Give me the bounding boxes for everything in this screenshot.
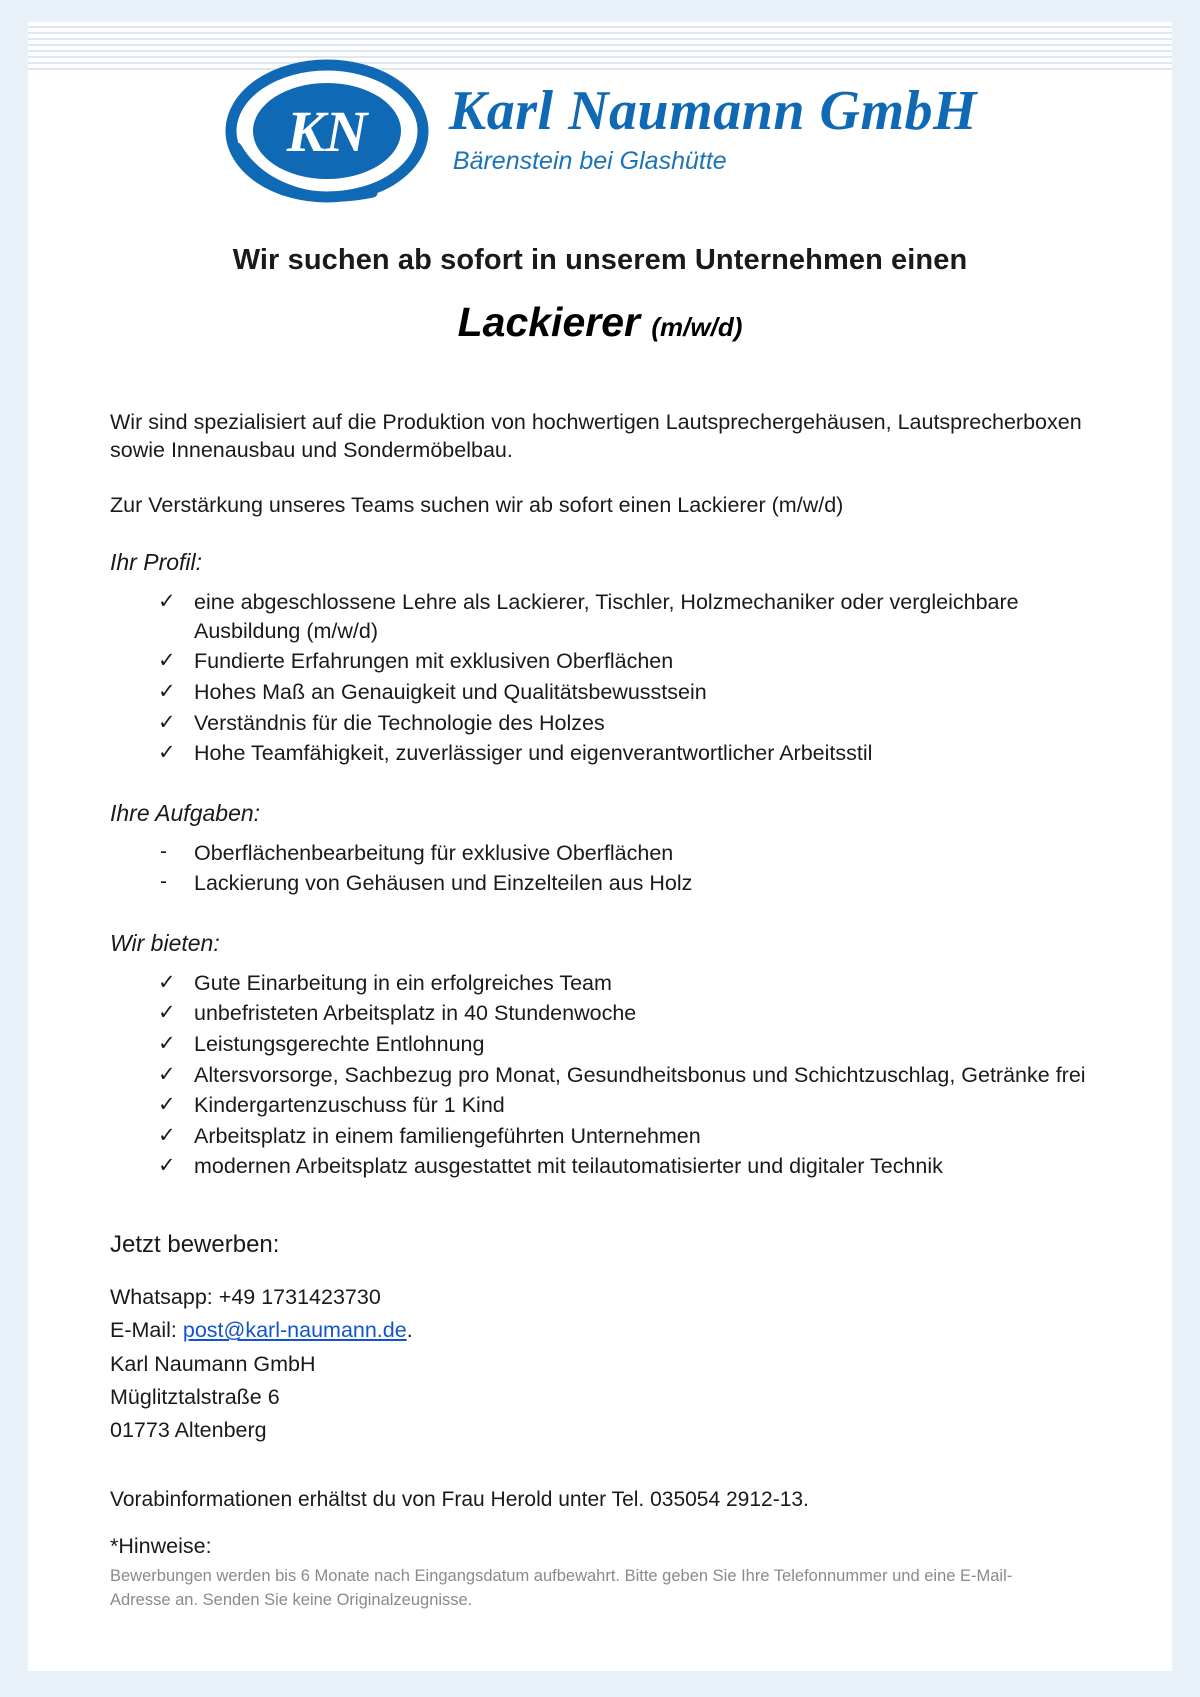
list-item-label: Fundierte Erfahrungen mit exklusiven Oberflächen [194,649,674,674]
check-icon: ✓ [158,1154,176,1178]
whatsapp-number: +49 1731423730 [218,1285,381,1310]
email-period: . [406,1318,413,1343]
contact-company: Karl Naumann GmbH [110,1351,316,1376]
contact-street: Müglitztalstraße 6 [110,1384,280,1409]
check-icon: ✓ [158,1001,176,1025]
list-item [158,999,1108,1028]
list-item [158,869,1108,898]
document-header [28,22,1172,226]
list-item-label: Oberflächenbearbeitung für exklusive Oberflächen [194,840,674,865]
list-item [158,1152,1108,1181]
section-list-wir-bieten [110,969,1108,1181]
check-icon: ✓ [158,970,176,994]
list-item [158,678,1108,707]
list-item-label: Altersvorsorge, Sachbezug pro Monat, Gesundheitsbonus und Schichtzuschlag, Getränke frei [194,1062,1086,1087]
page-subtitle: Wir suchen ab sofort in unserem Unternehmen einen [232,244,968,276]
contact-email [110,1314,1108,1347]
svg-text:KN: KN [286,99,368,164]
check-icon: ✓ [158,649,176,673]
dash-icon: - [160,839,167,863]
footer-notes-title: *Hinweise: [110,1533,212,1558]
list-item [158,709,1108,738]
list-item [158,647,1108,676]
logo-text-block [448,79,978,180]
job-title: Lackierer [457,299,640,345]
check-icon: ✓ [158,1062,176,1086]
check-icon: ✓ [158,590,176,614]
list-item-label: Leistungsgerechte Entlohnung [194,1032,485,1057]
section-title-aufgaben: Ihre Aufgaben: [110,799,261,826]
logo-company-name: Karl Naumann GmbH [448,79,978,142]
section-title-profil: Ihr Profil: [110,549,203,576]
list-item-label: Verständnis für die Technologie des Holzes [194,710,605,735]
section-list-profil [110,588,1108,768]
list-item [158,739,1108,768]
intro-paragraph-2: Zur Verstärkung unseres Teams suchen wir ab sofort einen Lackierer (m/w/d) [110,492,844,517]
list-item [158,1122,1108,1151]
contact-whatsapp [110,1281,1108,1314]
job-title-gender-suffix: (m/w/d) [651,312,743,342]
check-icon: ✓ [158,1032,176,1056]
list-item [158,839,1108,868]
list-item-label: Hohe Teamfähigkeit, zuverlässiger und eigenverantwortlicher Arbeitsstil [194,741,873,766]
list-item-label: eine abgeschlossene Lehre als Lackierer, Tischler, Holzmechaniker oder vergleichbare Ausbildung (m/w/d) [194,590,1019,643]
document-sheet [28,22,1172,1671]
section-title-wir-bieten: Wir bieten: [110,929,220,956]
check-icon: ✓ [158,1123,176,1147]
page-title [28,299,1172,346]
list-item-label: Arbeitsplatz in einem familiengeführten Unternehmen [194,1123,701,1148]
list-item-label: Hohes Maß an Genauigkeit und Qualitätsbewusstsein [194,679,707,704]
list-item-label: unbefristeten Arbeitsplatz in 40 Stundenwoche [194,1001,637,1026]
check-icon: ✓ [158,741,176,765]
list-item [158,969,1108,998]
list-item [158,1061,1108,1090]
list-item [158,1030,1108,1059]
logo-tagline: Bärenstein bei Glashütte [452,146,727,175]
dash-icon: - [160,870,167,894]
list-item [158,588,1108,645]
apply-heading: Jetzt bewerben: [110,1231,280,1259]
list-item [158,1091,1108,1120]
check-icon: ✓ [158,1093,176,1117]
email-link[interactable]: post@karl-naumann.de [182,1318,407,1343]
list-item-label: Kindergartenzuschuss für 1 Kind [194,1093,505,1118]
whatsapp-label: Whatsapp: [110,1285,213,1310]
document-body [28,346,1172,1612]
list-item-label: modernen Arbeitsplatz ausgestattet mit teilautomatisierter und digitaler Technik [194,1154,943,1179]
company-logo [223,55,977,207]
list-item-label: Gute Einarbeitung in ein erfolgreiches Team [194,970,612,995]
kn-monogram-icon [223,55,435,207]
email-label: E-Mail: [110,1318,177,1343]
contact-city: 01773 Altenberg [110,1418,267,1443]
list-item-label: Lackierung von Gehäusen und Einzelteilen aus Holz [194,871,693,896]
footer-notes-text: Bewerbungen werden bis 6 Monate nach Eingangsdatum aufbewahrt. Bitte geben Sie Ihre Telefonnummer und eine E-Mail-Adresse an. Senden Sie keine Originalzeugnisse. [110,1566,1013,1609]
check-icon: ✓ [158,710,176,734]
footer-info-line: Vorabinformationen erhältst du von Frau Herold unter Tel. 035054 2912-13. [110,1487,809,1511]
intro-paragraph-1: Wir sind spezialisiert auf die Produktion von hochwertigen Lautsprechergehäusen, Lautsprecherboxen sowie Innenausbau und Sondermöbelbau. [110,410,1082,463]
check-icon: ✓ [158,679,176,703]
section-list-aufgaben [110,839,1108,898]
